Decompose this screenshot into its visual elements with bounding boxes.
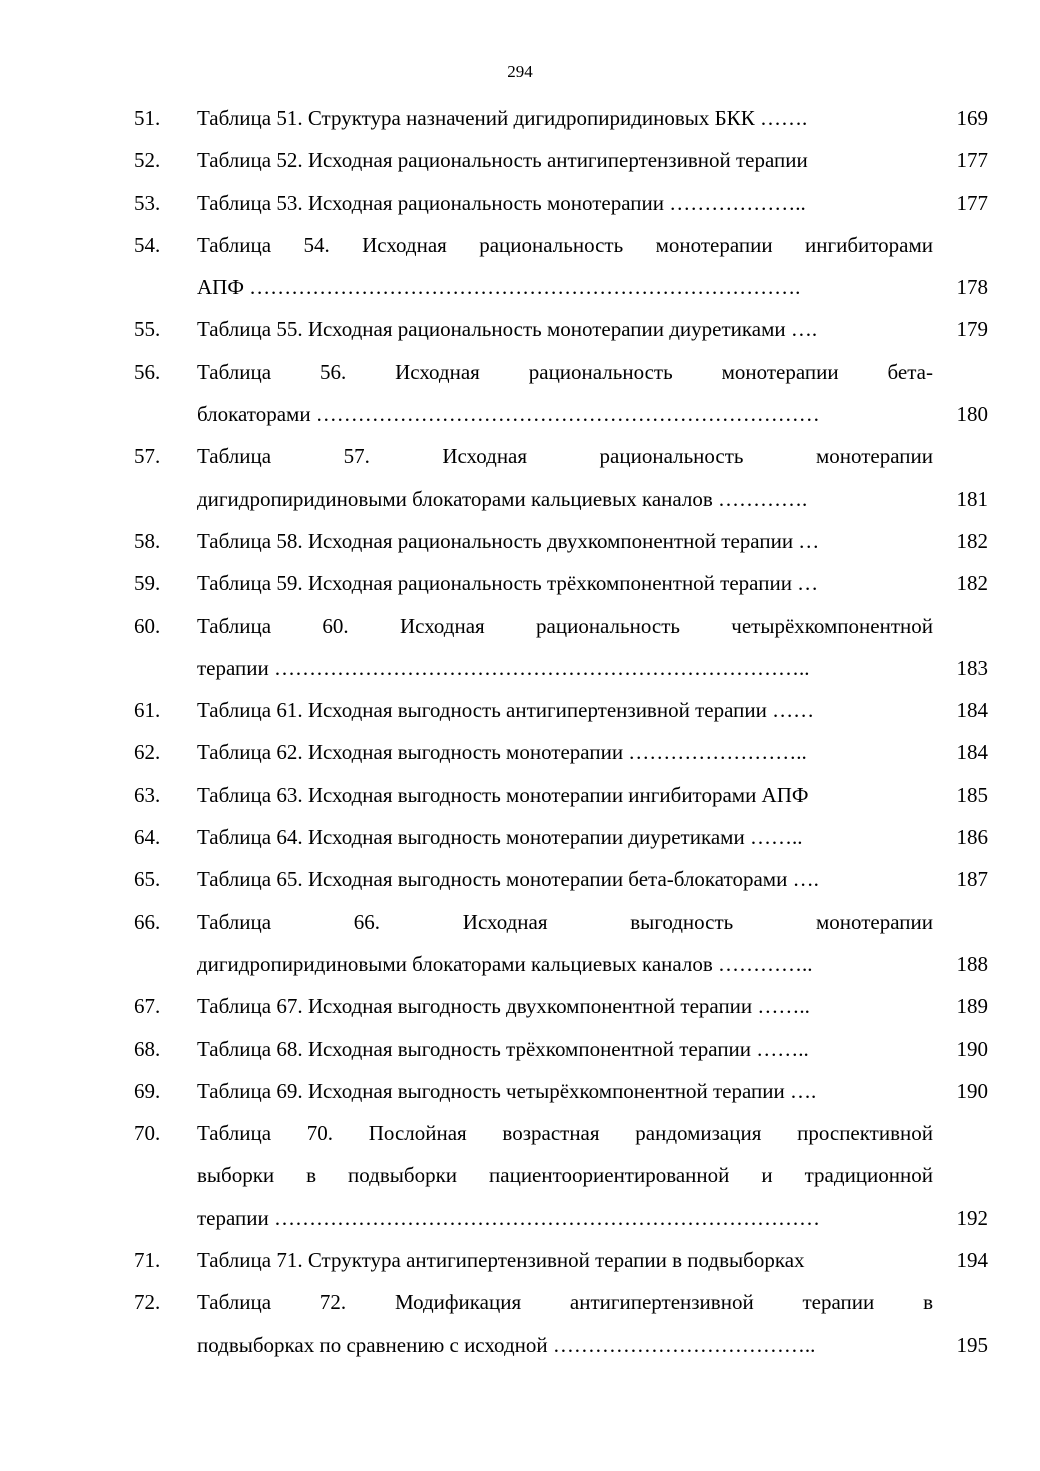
toc-entry — [0, 901, 1040, 986]
entry-page-number: 194 — [956, 1248, 988, 1273]
entry-title-line: Таблица 57. Исходная рациональность монотерапии — [197, 444, 933, 469]
entry-number: 69. — [134, 1078, 161, 1103]
entry-number: 71. — [134, 1248, 161, 1273]
entry-line — [197, 985, 988, 1027]
entry-line — [197, 605, 988, 647]
entry-title-line: Таблица 71. Структура антигипертензивной терапии в подвыборках — [197, 1248, 805, 1273]
entry-page-number: 177 — [956, 190, 988, 215]
entry-line — [197, 266, 988, 308]
entry-number: 61. — [134, 698, 161, 723]
entry-line — [197, 1154, 988, 1196]
entry-line — [197, 774, 988, 816]
entry-title-line: выборки в подвыборки пациентоориентированной и традиционной — [197, 1163, 933, 1188]
entry-title-line: подвыборках по сравнению с исходной ……………………………….. — [197, 1332, 816, 1357]
toc-entry — [0, 1028, 1040, 1070]
entry-number: 67. — [134, 994, 161, 1019]
toc-entry — [0, 1281, 1040, 1366]
entry-title-line: Таблица 60. Исходная рациональность четырёхкомпонентной — [197, 613, 933, 638]
toc-entry — [0, 139, 1040, 181]
entry-number: 66. — [134, 909, 161, 934]
entry-line — [197, 1028, 988, 1070]
entry-title-line: Таблица 69. Исходная выгодность четырёхкомпонентной терапии …. — [197, 1078, 817, 1103]
entry-number: 62. — [134, 740, 161, 765]
entry-number: 63. — [134, 782, 161, 807]
entry-page-number: 178 — [956, 275, 988, 300]
toc-entry — [0, 1112, 1040, 1239]
entry-title-line: Таблица 54. Исходная рациональность монотерапии ингибиторами — [197, 232, 933, 257]
entry-page-number: 180 — [956, 402, 988, 427]
entry-page-number: 187 — [956, 867, 988, 892]
entry-title-line: Таблица 65. Исходная выгодность монотерапии бета-блокаторами …. — [197, 867, 819, 892]
toc-entry — [0, 1239, 1040, 1281]
entry-line — [197, 1239, 988, 1281]
entry-line — [197, 308, 988, 350]
entry-page-number: 192 — [956, 1205, 988, 1230]
entry-page-number: 186 — [956, 825, 988, 850]
toc-entry — [0, 520, 1040, 562]
entry-line — [197, 182, 988, 224]
entry-page-number: 184 — [956, 698, 988, 723]
entry-title-line: Таблица 53. Исходная рациональность монотерапии ……………….. — [197, 190, 806, 215]
entry-page-number: 181 — [956, 486, 988, 511]
entry-number: 70. — [134, 1121, 161, 1146]
entry-title-line: АПФ ……………………………………………………………………. — [197, 275, 801, 300]
entry-title-line: Таблица 68. Исходная выгодность трёхкомпонентной терапии …….. — [197, 1036, 809, 1061]
entry-line — [197, 478, 988, 520]
entry-number: 59. — [134, 571, 161, 596]
entry-number: 53. — [134, 190, 161, 215]
entry-line — [197, 858, 988, 900]
entry-page-number: 190 — [956, 1036, 988, 1061]
entry-line — [197, 393, 988, 435]
entry-line — [197, 139, 988, 181]
toc-entry — [0, 182, 1040, 224]
toc-entry — [0, 689, 1040, 731]
toc-entry — [0, 351, 1040, 436]
entry-number: 68. — [134, 1036, 161, 1061]
toc-entry — [0, 97, 1040, 139]
entry-title-line: терапии ………………………………………………………………….. — [197, 655, 810, 680]
entry-number: 72. — [134, 1290, 161, 1315]
entry-line — [197, 224, 988, 266]
entry-title-line: блокаторами ……………………………………………………………… — [197, 402, 820, 427]
entry-title-line: Таблица 58. Исходная рациональность двухкомпонентной терапии … — [197, 528, 820, 553]
entry-page-number: 169 — [956, 106, 988, 130]
entry-title-line: Таблица 72. Модификация антигипертензивной терапии в — [197, 1290, 933, 1315]
entry-line — [197, 435, 988, 477]
toc-entry — [0, 816, 1040, 858]
entry-line — [197, 943, 988, 985]
entry-page-number: 182 — [956, 528, 988, 553]
entry-title-line: дигидропиридиновыми блокаторами кальциевых каналов ………….. — [197, 951, 813, 976]
entry-title-line: дигидропиридиновыми блокаторами кальциевых каналов …………. — [197, 486, 808, 511]
entry-line — [197, 520, 988, 562]
entry-line — [197, 1324, 988, 1366]
toc-entry — [0, 562, 1040, 604]
entry-title-line: Таблица 70. Послойная возрастная рандомизация проспективной — [197, 1121, 933, 1146]
table-of-contents — [0, 97, 1040, 1366]
entry-line — [197, 816, 988, 858]
entry-number: 54. — [134, 232, 161, 257]
toc-entry — [0, 308, 1040, 350]
entry-line — [197, 731, 988, 773]
entry-number: 58. — [134, 528, 161, 553]
entry-title-line: терапии …………………………………………………………………… — [197, 1205, 821, 1230]
entry-line — [197, 689, 988, 731]
entry-line — [197, 647, 988, 689]
toc-entry — [0, 1070, 1040, 1112]
entry-page-number: 188 — [956, 951, 988, 976]
entry-line — [197, 562, 988, 604]
entry-page-number: 189 — [956, 994, 988, 1019]
entry-page-number: 184 — [956, 740, 988, 765]
entry-number: 52. — [134, 148, 161, 173]
entry-title-line: Таблица 62. Исходная выгодность монотерапии …………………….. — [197, 740, 807, 765]
entry-title-line: Таблица 55. Исходная рациональность монотерапии диуретиками …. — [197, 317, 818, 342]
toc-entry — [0, 605, 1040, 690]
entry-number: 55. — [134, 317, 161, 342]
entry-line — [197, 1281, 988, 1323]
toc-entry — [0, 731, 1040, 773]
entry-title-line: Таблица 56. Исходная рациональность монотерапии бета- — [197, 359, 933, 384]
entry-number: 57. — [134, 444, 161, 469]
entry-title-line: Таблица 51. Структура назначений дигидропиридиновых БКК ……. — [197, 106, 808, 130]
entry-number: 56. — [134, 359, 161, 384]
entry-title-line: Таблица 63. Исходная выгодность монотерапии ингибиторами АПФ — [197, 782, 809, 807]
toc-entry — [0, 985, 1040, 1027]
entry-line — [197, 1197, 988, 1239]
entry-title-line: Таблица 52. Исходная рациональность антигипертензивной терапии — [197, 148, 808, 173]
toc-entry — [0, 435, 1040, 520]
entry-page-number: 177 — [956, 148, 988, 173]
entry-title-line: Таблица 59. Исходная рациональность трёхкомпонентной терапии … — [197, 571, 819, 596]
entry-title-line: Таблица 61. Исходная выгодность антигипертензивной терапии …… — [197, 698, 815, 723]
toc-entry — [0, 858, 1040, 900]
entry-title-line: Таблица 66. Исходная выгодность монотерапии — [197, 909, 933, 934]
entry-page-number: 179 — [956, 317, 988, 342]
entry-page-number: 182 — [956, 571, 988, 596]
entry-page-number: 190 — [956, 1078, 988, 1103]
entry-page-number: 183 — [956, 655, 988, 680]
entry-line — [197, 97, 988, 139]
toc-entry — [0, 774, 1040, 816]
entry-number: 60. — [134, 613, 161, 638]
entry-title-line: Таблица 67. Исходная выгодность двухкомпонентной терапии …….. — [197, 994, 810, 1019]
entry-title-line: Таблица 64. Исходная выгодность монотерапии диуретиками …….. — [197, 825, 803, 850]
entry-line — [197, 1070, 988, 1112]
entry-line — [197, 351, 988, 393]
entry-line — [197, 1112, 988, 1154]
entry-number: 64. — [134, 825, 161, 850]
entry-page-number: 185 — [956, 782, 988, 807]
entry-page-number: 195 — [956, 1332, 988, 1357]
entry-number: 51. — [134, 106, 161, 130]
entry-line — [197, 901, 988, 943]
toc-entry — [0, 224, 1040, 309]
page-number: 294 — [507, 62, 533, 81]
entry-number: 65. — [134, 867, 161, 892]
